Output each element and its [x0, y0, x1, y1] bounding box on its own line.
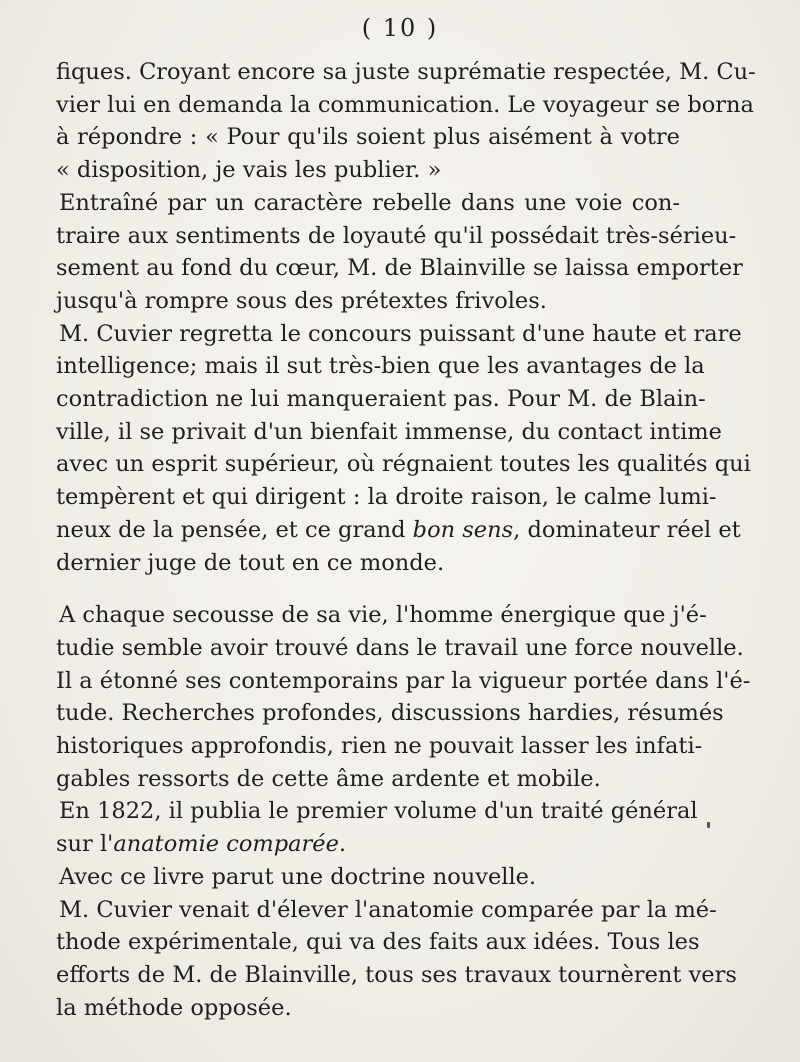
text-line: M. Cuvier regretta le concours puissant d'une haute et rare	[59, 320, 742, 347]
text-line: tude. Recherches profondes, discussions hardies, résumés	[56, 700, 724, 727]
text-line: M. Cuvier venait d'élever l'anatomie comparée par la mé-	[59, 896, 717, 923]
paragraph-gap	[56, 579, 680, 599]
text-line: Entraîné par un caractère rebelle dans une voie con-	[59, 189, 680, 216]
text-line: thode expérimentale, qui va des faits aux idées. Tous les	[56, 929, 700, 956]
text-line: vier lui en demanda la communication. Le voyageur se borna	[56, 91, 754, 118]
text-line: contradiction ne lui manqueraient pas. Pour M. de Blain-	[56, 386, 706, 413]
text-line: tudie semble avoir trouvé dans le travail une force nouvelle.	[56, 634, 744, 661]
text-line: A chaque secousse de sa vie, l'homme énergique que j'é-	[59, 602, 707, 629]
text-line: historiques approfondis, rien ne pouvait lasser les infati-	[56, 733, 703, 760]
text-line: fiques. Croyant encore sa juste suprématie respectée, M. Cu-	[56, 59, 756, 85]
text-line: à répondre : « Pour qu'ils soient plus aisément à votre	[56, 124, 680, 151]
text-line: sement au fond du cœur, M. de Blainville se laissa emporter	[56, 255, 743, 282]
text-line: « disposition, je vais les publier. »	[56, 157, 442, 184]
text-line: avec un esprit supérieur, où régnaient toutes les qualités qui	[56, 451, 751, 478]
text-line: sur l'anatomie comparée.	[56, 831, 347, 858]
text-line: Avec ce livre parut une doctrine nouvelle.	[59, 863, 537, 890]
text-line: jusqu'à rompre sous des prétextes frivoles.	[56, 287, 547, 314]
text-line: la méthode opposée.	[56, 994, 292, 1021]
ink-speck	[707, 822, 710, 828]
text-line: efforts de M. de Blainville, tous ses travaux tournèrent vers	[56, 961, 737, 988]
text-line: ville, il se privait d'un bienfait immense, du contact intime	[56, 418, 722, 445]
text-line: traire aux sentiments de loyauté qu'il possédait très-sérieu-	[56, 222, 737, 249]
text-line: tempèrent et qui dirigent : la droite raison, le calme lumi-	[56, 484, 717, 511]
text-line: intelligence; mais il sut très-bien que les avantages de la	[56, 353, 705, 380]
text-line: En 1822, il publia le premier volume d'un traité général	[59, 798, 698, 825]
page-number: ( 10 )	[361, 14, 439, 42]
body-text	[56, 56, 756, 1024]
text-line: gables ressorts de cette âme ardente et mobile.	[56, 765, 601, 792]
text-line: dernier juge de tout en ce monde.	[56, 549, 445, 576]
text-line: Il a étonné ses contemporains par la vigueur portée dans l'é-	[56, 667, 751, 694]
text-line: neux de la pensée, et ce grand bon sens, dominateur réel et	[56, 516, 741, 543]
